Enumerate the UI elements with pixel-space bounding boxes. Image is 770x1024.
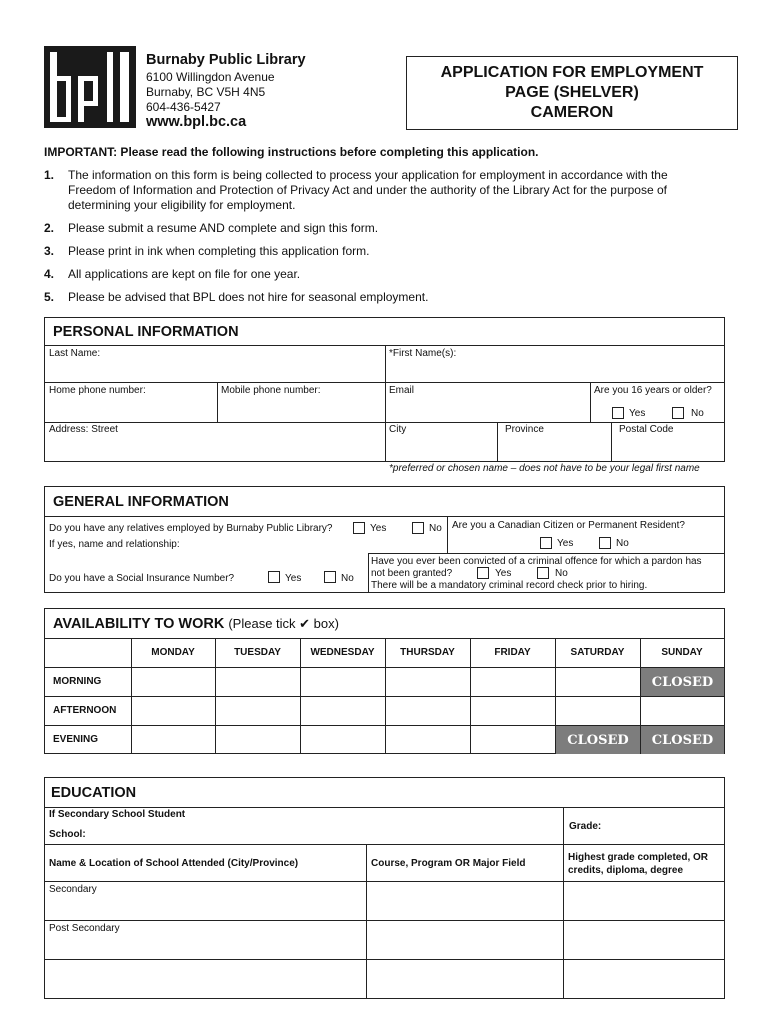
relatives-no-label: No	[429, 523, 442, 534]
website-link[interactable]: www.bpl.bc.ca	[146, 114, 247, 130]
post-secondary-course-field[interactable]	[367, 921, 562, 958]
highest-grade-column-header-line-1: Highest grade completed, OR	[568, 852, 709, 863]
relatives-question: Do you have any relatives employed by Burnaby Public Library?	[49, 523, 333, 534]
secondary-student-label: If Secondary School Student	[49, 809, 186, 820]
personal-information-section	[44, 317, 725, 462]
post-secondary-school-field[interactable]	[46, 935, 365, 958]
availability-cell-monday-evening[interactable]	[132, 726, 215, 754]
mobile-phone-label: Mobile phone number:	[221, 385, 321, 396]
province-label: Province	[505, 424, 544, 435]
day-header-saturday: SATURDAY	[570, 647, 625, 658]
age-no-checkbox[interactable]	[672, 407, 684, 419]
citizen-no-label: No	[616, 538, 629, 549]
address-line-1: 6100 Willingdon Avenue	[146, 70, 275, 84]
form-title-box	[406, 56, 738, 130]
email-label: Email	[389, 385, 415, 396]
availability-cell-sunday-afternoon[interactable]	[641, 697, 724, 725]
instruction-item	[44, 290, 724, 305]
instruction-text: determining your eligibility for employment.	[68, 198, 296, 212]
additional-course-field[interactable]	[367, 960, 562, 998]
availability-cell-thursday-morning[interactable]	[386, 668, 470, 696]
availability-section-title	[53, 616, 339, 632]
secondary-grade-field[interactable]	[564, 882, 723, 919]
criminal-yes-checkbox[interactable]	[477, 567, 489, 579]
availability-cell-wednesday-evening[interactable]	[301, 726, 385, 754]
important-heading: IMPORTANT: Please read the following instructions before completing this application.	[44, 145, 539, 159]
closed-badge-saturday-evening: CLOSED	[556, 726, 640, 754]
general-information-section	[44, 486, 725, 593]
sin-yes-label: Yes	[285, 573, 302, 584]
form-title-line-3: CAMERON	[530, 104, 614, 121]
secondary-course-field[interactable]	[367, 882, 562, 919]
grade-label: Grade:	[569, 821, 602, 832]
age-question-label: Are you 16 years or older?	[594, 385, 712, 396]
street-label: Address: Street	[49, 424, 118, 435]
criminal-yes-label: Yes	[495, 568, 512, 579]
home-phone-label: Home phone number:	[49, 385, 146, 396]
citizen-no-checkbox[interactable]	[599, 537, 611, 549]
citizen-yes-label: Yes	[557, 538, 574, 549]
school-label: School:	[49, 829, 86, 840]
city-field[interactable]	[387, 437, 496, 461]
availability-subtitle: (Please tick ✔ box)	[228, 616, 339, 631]
additional-school-field[interactable]	[46, 960, 365, 998]
availability-cell-tuesday-afternoon[interactable]	[216, 697, 300, 725]
form-title-line-1: APPLICATION FOR EMPLOYMENT	[440, 64, 704, 81]
post-secondary-grade-field[interactable]	[564, 921, 723, 958]
post-secondary-row-label: Post Secondary	[49, 923, 120, 934]
closed-badge-sunday-evening: CLOSED	[641, 726, 724, 754]
school-name-column-header: Name & Location of School Attended (City/Province)	[49, 858, 299, 869]
availability-cell-thursday-afternoon[interactable]	[386, 697, 470, 725]
address-line-2: Burnaby, BC V5H 4N5	[146, 85, 266, 99]
citizen-question: Are you a Canadian Citizen or Permanent Resident?	[452, 520, 685, 531]
age-no-label: No	[691, 408, 704, 419]
preferred-name-footnote: *preferred or chosen name – does not have to be your legal first name	[389, 463, 700, 474]
criminal-record-note: There will be a mandatory criminal record check prior to hiring.	[371, 580, 648, 591]
secondary-row-label: Secondary	[49, 884, 97, 895]
sin-yes-checkbox[interactable]	[268, 571, 280, 583]
instruction-text: Please submit a resume AND complete and sign this form.	[68, 221, 379, 235]
city-label: City	[389, 424, 407, 435]
instruction-text: Please be advised that BPL does not hire for seasonal employment.	[68, 290, 429, 304]
instruction-item	[44, 267, 724, 282]
instruction-text: The information on this form is being collected to process your application for employment in accordance with the	[68, 168, 668, 182]
sin-question: Do you have a Social Insurance Number?	[49, 573, 235, 584]
instruction-number: 3.	[44, 244, 55, 258]
email-field[interactable]	[387, 398, 589, 421]
province-field[interactable]	[499, 437, 610, 461]
grade-field[interactable]	[605, 818, 723, 840]
age-yes-label: Yes	[629, 408, 646, 419]
relatives-detail-field[interactable]	[185, 537, 365, 552]
secondary-school-field[interactable]	[46, 896, 365, 919]
criminal-no-checkbox[interactable]	[537, 567, 549, 579]
availability-cell-thursday-evening[interactable]	[386, 726, 470, 754]
availability-cell-tuesday-morning[interactable]	[216, 668, 300, 696]
age-yes-checkbox[interactable]	[612, 407, 624, 419]
period-afternoon: AFTERNOON	[53, 705, 117, 716]
additional-grade-field[interactable]	[564, 960, 723, 998]
period-morning: MORNING	[53, 676, 102, 687]
instruction-item	[44, 168, 724, 213]
instruction-item	[44, 221, 724, 236]
availability-title: AVAILABILITY TO WORK	[53, 616, 225, 632]
education-section-title: EDUCATION	[51, 785, 137, 801]
relatives-yes-checkbox[interactable]	[353, 522, 365, 534]
instruction-number: 4.	[44, 267, 55, 281]
day-header-wednesday: WEDNESDAY	[310, 647, 375, 658]
education-section	[44, 777, 725, 999]
criminal-question-line-1: Have you ever been convicted of a criminal offence for which a pardon has	[371, 556, 702, 567]
sin-no-label: No	[341, 573, 354, 584]
availability-cell-friday-morning[interactable]	[471, 668, 555, 696]
availability-cell-wednesday-afternoon[interactable]	[301, 697, 385, 725]
first-name-field[interactable]	[387, 360, 723, 381]
availability-section	[44, 608, 725, 754]
day-header-friday: FRIDAY	[494, 647, 531, 658]
instruction-number: 5.	[44, 290, 55, 304]
criminal-no-label: No	[555, 568, 568, 579]
postal-code-label: Postal Code	[619, 424, 674, 435]
relatives-no-checkbox[interactable]	[412, 522, 424, 534]
form-title-line-2: PAGE (SHELVER)	[505, 84, 639, 101]
availability-cell-monday-afternoon[interactable]	[132, 697, 215, 725]
sin-no-checkbox[interactable]	[324, 571, 336, 583]
school-field[interactable]	[90, 825, 560, 843]
day-header-tuesday: TUESDAY	[234, 647, 281, 658]
closed-badge-sunday-morning: CLOSED	[641, 668, 724, 696]
day-header-thursday: THURSDAY	[400, 647, 455, 658]
phone-number: 604-436-5427	[146, 100, 221, 114]
org-name: Burnaby Public Library	[146, 52, 306, 68]
postal-code-field[interactable]	[613, 437, 723, 461]
availability-cell-wednesday-morning[interactable]	[301, 668, 385, 696]
instruction-number: 2.	[44, 221, 55, 235]
personal-section-title: PERSONAL INFORMATION	[53, 324, 239, 340]
first-name-label: *First Name(s):	[389, 348, 457, 359]
relatives-detail-label: If yes, name and relationship:	[49, 539, 180, 550]
period-evening: EVENING	[53, 734, 99, 745]
street-field[interactable]	[46, 437, 384, 461]
day-header-monday: MONDAY	[151, 647, 195, 658]
last-name-field[interactable]	[46, 360, 384, 381]
relatives-yes-label: Yes	[370, 523, 387, 534]
availability-cell-tuesday-evening[interactable]	[216, 726, 300, 754]
instruction-text: Please print in ink when completing this application form.	[68, 244, 370, 258]
general-section-title: GENERAL INFORMATION	[53, 494, 229, 510]
availability-cell-monday-morning[interactable]	[132, 668, 215, 696]
day-header-sunday: SUNDAY	[661, 647, 703, 658]
home-phone-field[interactable]	[46, 398, 216, 421]
availability-cell-saturday-morning[interactable]	[556, 668, 640, 696]
mobile-phone-field[interactable]	[219, 398, 384, 421]
last-name-label: Last Name:	[49, 348, 101, 359]
instruction-text: All applications are kept on file for one year.	[68, 267, 301, 281]
instruction-text: Freedom of Information and Protection of Privacy Act and under the authority of the Library Act for the purpose of	[68, 183, 667, 197]
criminal-question-line-2: not been granted?	[371, 568, 453, 579]
bpl-logo	[44, 46, 136, 128]
instruction-item	[44, 244, 724, 259]
course-column-header: Course, Program OR Major Field	[371, 858, 526, 869]
citizen-yes-checkbox[interactable]	[540, 537, 552, 549]
availability-cell-friday-afternoon[interactable]	[471, 697, 555, 725]
availability-cell-friday-evening[interactable]	[471, 726, 555, 754]
highest-grade-column-header-line-2: credits, diploma, degree	[568, 865, 684, 876]
instruction-number: 1.	[44, 168, 55, 182]
availability-cell-saturday-afternoon[interactable]	[556, 697, 640, 725]
